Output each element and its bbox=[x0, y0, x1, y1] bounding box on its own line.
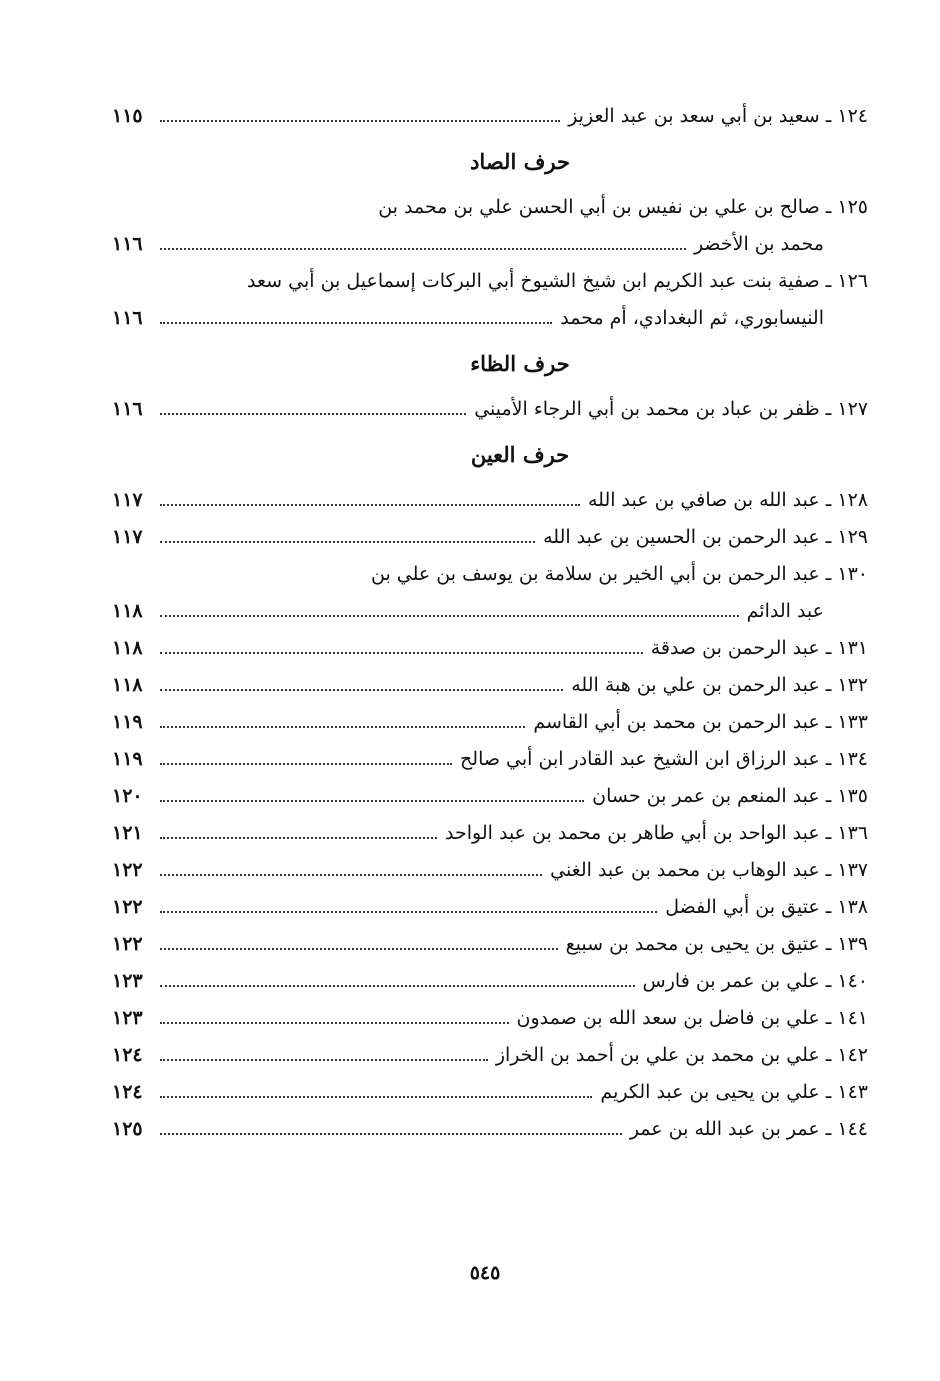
entry-title: ١٢٩ ـ عبد الرحمن بن الحسين بن عبد الله bbox=[543, 526, 868, 548]
dot-leader bbox=[160, 504, 580, 506]
entry-page-number: ١١٦ bbox=[112, 307, 143, 329]
entry-page-number: ١٢٤ bbox=[112, 1081, 143, 1103]
toc-entry-127 bbox=[112, 391, 868, 428]
toc-entry-124 bbox=[112, 98, 868, 135]
toc-entry-132 bbox=[112, 667, 868, 704]
entry-page-number: ١٢١ bbox=[112, 822, 143, 844]
entry-page-number: ١٢٥ bbox=[112, 1118, 143, 1140]
entry-title: ١٤٠ ـ علي بن عمر بن فارس bbox=[642, 970, 868, 992]
entry-title: ١٣٧ ـ عبد الوهاب بن محمد بن عبد الغني bbox=[550, 859, 868, 881]
toc-entry-143 bbox=[112, 1074, 868, 1111]
entry-page-number: ١١٧ bbox=[112, 489, 143, 511]
toc-entry-134 bbox=[112, 741, 868, 778]
toc-entry-129 bbox=[112, 519, 868, 556]
dot-leader bbox=[160, 1096, 592, 1098]
toc-entry-144 bbox=[112, 1111, 868, 1148]
entry-page-number: ١١٨ bbox=[112, 674, 143, 696]
entry-title: ١٤٣ ـ علي بن يحيى بن عبد الكريم bbox=[600, 1081, 868, 1103]
entry-title: ١٣٢ ـ عبد الرحمن بن علي بن هبة الله bbox=[571, 674, 868, 696]
toc-entry-141 bbox=[112, 1000, 868, 1037]
dot-leader bbox=[160, 800, 584, 802]
entry-title-line2: عبد الدائم bbox=[746, 600, 824, 622]
toc-entry-137 bbox=[112, 852, 868, 889]
entry-title-line2: النيسابوري، ثم البغدادي، أم محمد bbox=[560, 307, 824, 329]
entry-title: ١٣٨ ـ عتيق بن أبي الفضل bbox=[665, 896, 868, 918]
dot-leader bbox=[160, 837, 437, 839]
dot-leader bbox=[160, 911, 657, 913]
page-number-footer: ٥٤٥ bbox=[469, 1262, 501, 1284]
entry-title: ١٣١ ـ عبد الرحمن بن صدقة bbox=[650, 637, 868, 659]
entry-title: ١٢٤ ـ سعيد بن أبي سعد بن عبد العزيز bbox=[568, 105, 868, 127]
entry-page-number: ١٢٤ bbox=[112, 1044, 143, 1066]
dot-leader bbox=[160, 1133, 622, 1135]
entry-page-number: ١١٩ bbox=[112, 748, 143, 770]
dot-leader bbox=[160, 1059, 488, 1061]
entry-title: ١٤١ ـ علي بن فاضل بن سعد الله بن صمدون bbox=[516, 1007, 868, 1029]
entry-title: ١٣٣ ـ عبد الرحمن بن محمد بن أبي القاسم bbox=[533, 711, 868, 733]
toc-entry-138 bbox=[112, 889, 868, 926]
toc-entry-131 bbox=[112, 630, 868, 667]
dot-leader bbox=[160, 120, 560, 122]
dot-leader bbox=[160, 615, 739, 617]
entry-page-number: ١٢٠ bbox=[112, 785, 143, 807]
entry-title-line1: ١٢٥ ـ صالح بن علي بن نفيس بن أبي الحسن علي بن محمد بن bbox=[378, 196, 868, 218]
entry-title: ١٣٤ ـ عبد الرزاق ابن الشيخ عبد القادر ابن أبي صالح bbox=[460, 748, 868, 770]
toc-entry-125 bbox=[112, 189, 868, 263]
entry-page-number: ١٢٣ bbox=[112, 1007, 143, 1029]
entry-page-number: ١١٦ bbox=[112, 398, 143, 420]
entry-title: ١٤٢ ـ علي بن محمد بن علي بن أحمد بن الخراز bbox=[495, 1044, 868, 1066]
entry-title: ١٢٨ ـ عبد الله بن صافي بن عبد الله bbox=[587, 489, 868, 511]
entry-page-number: ١١٨ bbox=[112, 600, 143, 622]
entry-title-line1: ١٣٠ ـ عبد الرحمن بن أبي الخير بن سلامة بن يوسف بن علي بن bbox=[371, 563, 868, 585]
entry-page-number: ١٢٢ bbox=[112, 933, 143, 955]
dot-leader bbox=[160, 985, 635, 987]
entry-title: ١٢٧ ـ ظفر بن عباد بن محمد بن أبي الرجاء الأميني bbox=[474, 398, 868, 420]
toc-entry-140 bbox=[112, 963, 868, 1000]
entry-title: ١٣٩ ـ عتيق بن يحيى بن محمد بن سبيع bbox=[565, 933, 868, 955]
entry-page-number: ١٢٢ bbox=[112, 859, 143, 881]
dot-leader bbox=[160, 689, 563, 691]
dot-leader bbox=[160, 322, 552, 324]
dot-leader bbox=[160, 874, 542, 876]
toc-entry-133 bbox=[112, 704, 868, 741]
toc-entry-128 bbox=[112, 482, 868, 519]
dot-leader bbox=[160, 1022, 509, 1024]
entry-page-number: ١١٥ bbox=[112, 105, 143, 127]
dot-leader bbox=[160, 413, 466, 415]
section-heading-zaa: حرف الظاء bbox=[470, 351, 570, 376]
entry-title: ١٣٦ ـ عبد الواحد بن أبي طاهر بن محمد بن عبد الواحد bbox=[445, 822, 868, 844]
entry-title-line1: ١٢٦ ـ صفية بنت عبد الكريم ابن شيخ الشيوخ أبي البركات إسماعيل بن أبي سعد bbox=[247, 270, 868, 292]
section-heading-sad: حرف الصاد bbox=[470, 149, 570, 174]
dot-leader bbox=[160, 726, 525, 728]
toc-entry-130 bbox=[112, 556, 868, 630]
toc-entry-142 bbox=[112, 1037, 868, 1074]
entry-page-number: ١١٧ bbox=[112, 526, 143, 548]
section-heading-ain: حرف العين bbox=[470, 442, 570, 467]
entry-page-number: ١١٩ bbox=[112, 711, 143, 733]
dot-leader bbox=[160, 541, 535, 543]
toc-entry-126 bbox=[112, 263, 868, 337]
entry-title-line2: محمد بن الأخضر bbox=[693, 233, 824, 255]
entry-page-number: ١٢٣ bbox=[112, 970, 143, 992]
dot-leader bbox=[160, 248, 686, 250]
entry-page-number: ١١٨ bbox=[112, 637, 143, 659]
toc-entry-135 bbox=[112, 778, 868, 815]
table-of-contents bbox=[112, 98, 868, 1148]
dot-leader bbox=[160, 763, 452, 765]
entry-page-number: ١١٦ bbox=[112, 233, 143, 255]
dot-leader bbox=[160, 652, 643, 654]
entry-page-number: ١٢٢ bbox=[112, 896, 143, 918]
dot-leader bbox=[160, 948, 558, 950]
toc-entry-139 bbox=[112, 926, 868, 963]
entry-title: ١٣٥ ـ عبد المنعم بن عمر بن حسان bbox=[592, 785, 868, 807]
entry-title: ١٤٤ ـ عمر بن عبد الله بن عمر bbox=[629, 1118, 868, 1140]
toc-entry-136 bbox=[112, 815, 868, 852]
